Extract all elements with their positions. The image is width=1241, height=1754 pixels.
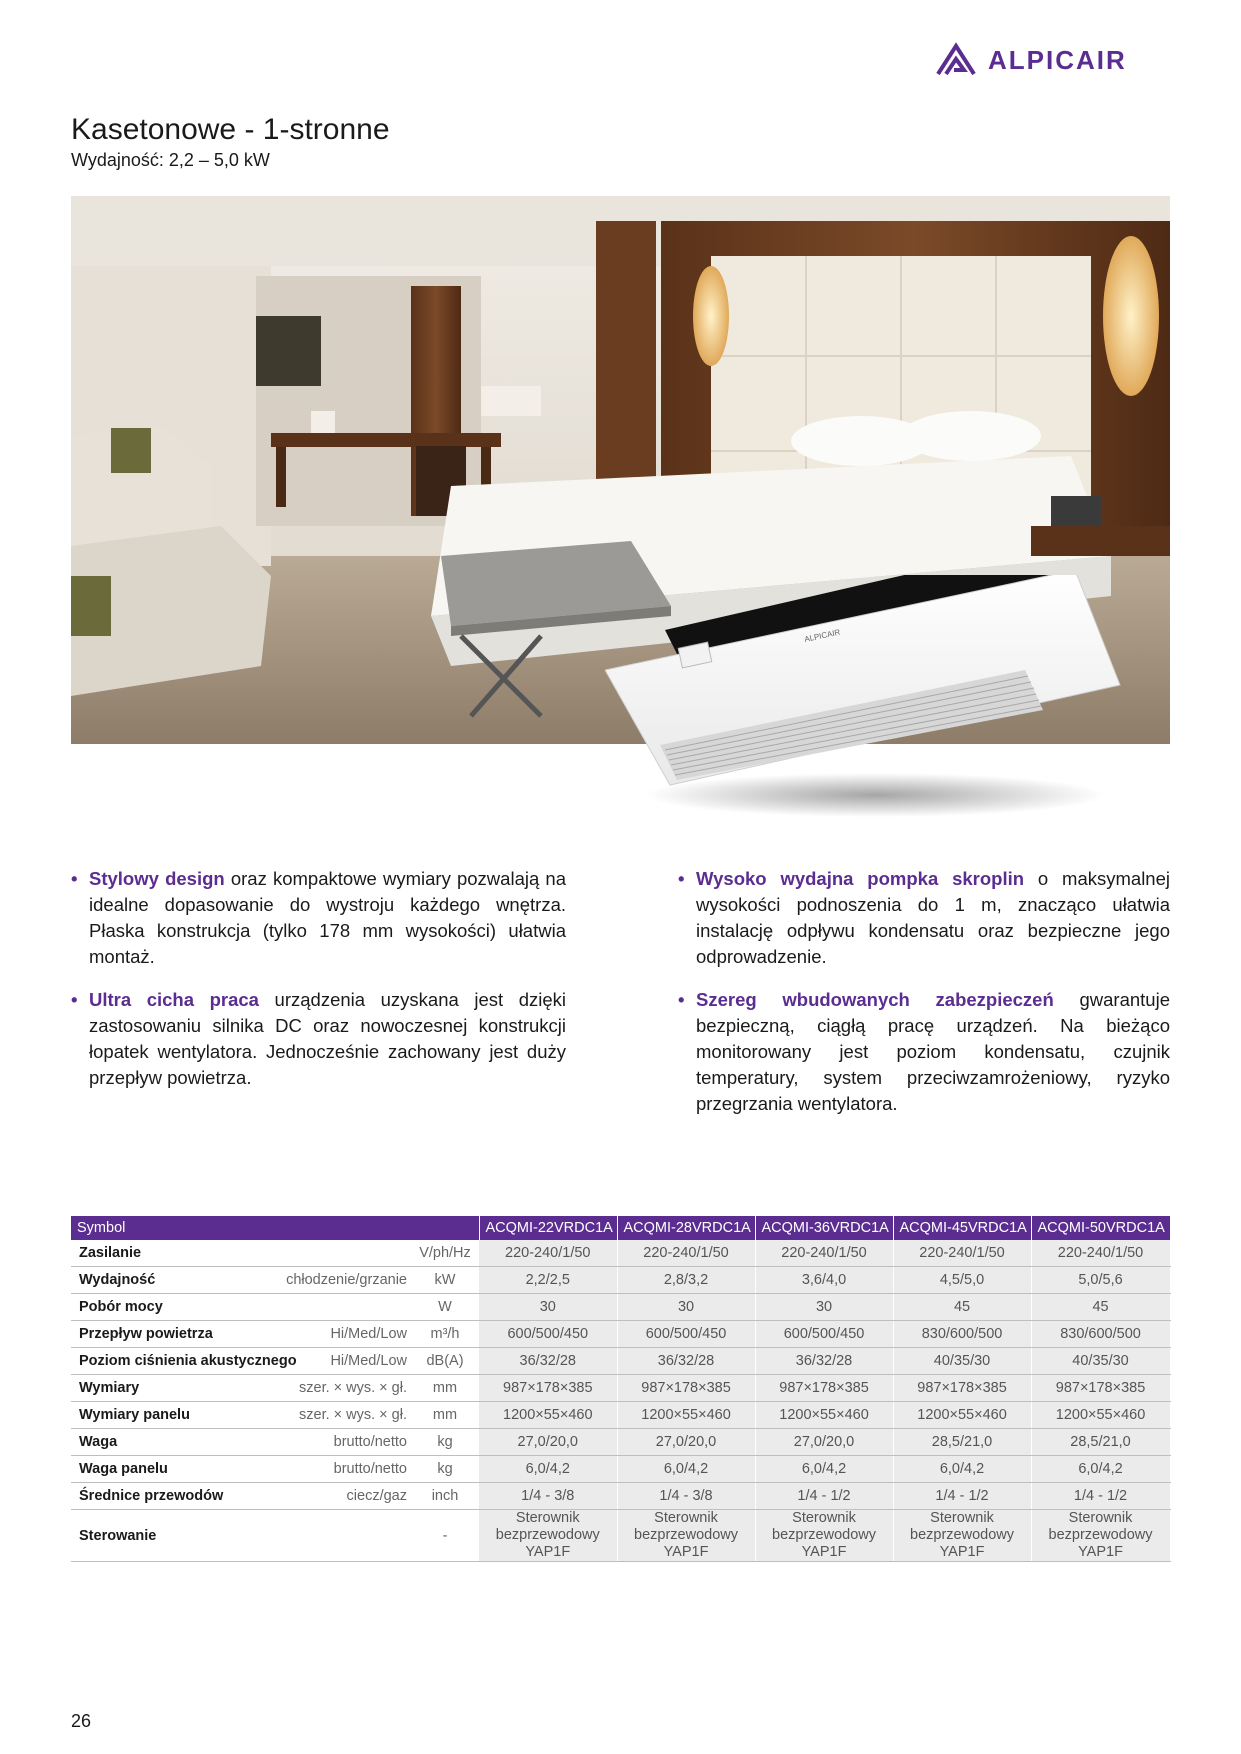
table-row bbox=[71, 1456, 1170, 1483]
row-unit: kg bbox=[411, 1456, 479, 1483]
table-cell: 30 bbox=[755, 1294, 893, 1321]
table-cell: Sterownik bezprzewodowy YAP1F bbox=[479, 1510, 617, 1562]
table-cell: 30 bbox=[479, 1294, 617, 1321]
table-cell: 220-240/1/50 bbox=[1031, 1240, 1170, 1267]
table-cell: 2,8/3,2 bbox=[617, 1267, 755, 1294]
feature-item: • Ultra cicha praca urządzenia uzyskana jest dzięki zastosowaniu silnika DC oraz nowoczesnej konstrukcji łopatek wentylatora. Jednocześnie zachowany jest duży przepływ powietrza. bbox=[71, 987, 566, 1091]
table-header-row bbox=[71, 1216, 1170, 1240]
table-cell: 28,5/21,0 bbox=[1031, 1429, 1170, 1456]
table-cell: 830/600/500 bbox=[893, 1321, 1031, 1348]
table-cell: 6,0/4,2 bbox=[617, 1456, 755, 1483]
table-cell: 36/32/28 bbox=[755, 1348, 893, 1375]
table-cell: 1/4 - 1/2 bbox=[755, 1483, 893, 1510]
table-cell: 27,0/20,0 bbox=[479, 1429, 617, 1456]
row-condition bbox=[276, 1294, 411, 1321]
row-condition: ciecz/gaz bbox=[276, 1483, 411, 1510]
table-row bbox=[71, 1510, 1170, 1562]
table-cell: Sterownik bezprzewodowy YAP1F bbox=[1031, 1510, 1170, 1562]
model-header: ACQMI-22VRDC1A bbox=[479, 1216, 617, 1240]
table-cell: 1/4 - 1/2 bbox=[1031, 1483, 1170, 1510]
table-cell: 1200×55×460 bbox=[1031, 1402, 1170, 1429]
row-condition: szer. × wys. × gł. bbox=[276, 1402, 411, 1429]
feature-item: • Wysoko wydajna pompka skroplin o maksymalnej wysokości podnoszenia do 1 m, znacząco ułatwia instalację odpływu kondensatu oraz bezpieczne jego odprowadzenie. bbox=[678, 866, 1170, 970]
row-condition: chłodzenie/grzanie bbox=[276, 1267, 411, 1294]
model-header: ACQMI-28VRDC1A bbox=[617, 1216, 755, 1240]
feature-item: • Stylowy design oraz kompaktowe wymiary pozwalają na idealne dopasowanie do wystroju każdego wnętrza. Płaska konstrukcja (tylko 178 mm wysokości) ułatwia montaż. bbox=[71, 866, 566, 970]
row-unit: mm bbox=[411, 1375, 479, 1402]
table-cell: Sterownik bezprzewodowy YAP1F bbox=[617, 1510, 755, 1562]
cassette-unit-image bbox=[605, 575, 1135, 825]
row-condition bbox=[276, 1240, 411, 1267]
row-condition: Hi/Med/Low bbox=[276, 1321, 411, 1348]
row-unit: dB(A) bbox=[411, 1348, 479, 1375]
table-cell: 987×178×385 bbox=[893, 1375, 1031, 1402]
table-cell: 220-240/1/50 bbox=[893, 1240, 1031, 1267]
row-unit: mm bbox=[411, 1402, 479, 1429]
row-label: Wydajność bbox=[71, 1267, 276, 1294]
table-cell: 45 bbox=[1031, 1294, 1170, 1321]
row-label: Średnice przewodów bbox=[71, 1483, 276, 1510]
table-cell: 600/500/450 bbox=[479, 1321, 617, 1348]
table-cell: 987×178×385 bbox=[755, 1375, 893, 1402]
table-cell: 1200×55×460 bbox=[479, 1402, 617, 1429]
table-cell: 1200×55×460 bbox=[893, 1402, 1031, 1429]
table-cell: 987×178×385 bbox=[479, 1375, 617, 1402]
spec-table bbox=[71, 1216, 1171, 1562]
table-row bbox=[71, 1429, 1170, 1456]
row-unit: kW bbox=[411, 1267, 479, 1294]
row-unit: V/ph/Hz bbox=[411, 1240, 479, 1267]
table-cell: 987×178×385 bbox=[1031, 1375, 1170, 1402]
table-row bbox=[71, 1348, 1170, 1375]
table-cell: 1200×55×460 bbox=[617, 1402, 755, 1429]
row-label: Waga panelu bbox=[71, 1456, 276, 1483]
table-row bbox=[71, 1375, 1170, 1402]
table-row bbox=[71, 1294, 1170, 1321]
row-condition: szer. × wys. × gł. bbox=[276, 1375, 411, 1402]
page-subtitle: Wydajność: 2,2 – 5,0 kW bbox=[71, 150, 270, 170]
table-cell: 30 bbox=[617, 1294, 755, 1321]
table-cell: 2,2/2,5 bbox=[479, 1267, 617, 1294]
table-cell: 1200×55×460 bbox=[755, 1402, 893, 1429]
alpicair-logo-icon bbox=[934, 40, 978, 80]
table-cell: 27,0/20,0 bbox=[755, 1429, 893, 1456]
row-label: Przepływ powietrza bbox=[71, 1321, 276, 1348]
row-label: Zasilanie bbox=[71, 1240, 276, 1267]
table-cell: 45 bbox=[893, 1294, 1031, 1321]
feature-item: • Szereg wbudowanych zabezpieczeń gwarantuje bezpieczną, ciągłą pracę urządzeń. Na bieżąco monitorowany jest poziom kondensatu, czujnik temperatury, system przeciwzamrożeniowy, ryzyko przegrzania wentylatora. bbox=[678, 987, 1170, 1117]
table-cell: 27,0/20,0 bbox=[617, 1429, 755, 1456]
row-condition: brutto/netto bbox=[276, 1429, 411, 1456]
features-right bbox=[678, 866, 1170, 1134]
table-row bbox=[71, 1240, 1170, 1267]
table-cell: 40/35/30 bbox=[893, 1348, 1031, 1375]
symbol-header: Symbol bbox=[71, 1216, 479, 1240]
table-cell: 4,5/5,0 bbox=[893, 1267, 1031, 1294]
row-label: Wymiary bbox=[71, 1375, 276, 1402]
row-condition: brutto/netto bbox=[276, 1456, 411, 1483]
table-cell: 6,0/4,2 bbox=[479, 1456, 617, 1483]
table-cell: 6,0/4,2 bbox=[1031, 1456, 1170, 1483]
table-cell: 220-240/1/50 bbox=[755, 1240, 893, 1267]
table-cell: 220-240/1/50 bbox=[617, 1240, 755, 1267]
page-number: 26 bbox=[71, 1711, 92, 1731]
row-unit: inch bbox=[411, 1483, 479, 1510]
table-row bbox=[71, 1321, 1170, 1348]
model-header: ACQMI-50VRDC1A bbox=[1031, 1216, 1170, 1240]
table-cell: 36/32/28 bbox=[617, 1348, 755, 1375]
table-cell: 830/600/500 bbox=[1031, 1321, 1170, 1348]
table-cell: 600/500/450 bbox=[755, 1321, 893, 1348]
row-unit: kg bbox=[411, 1429, 479, 1456]
table-cell: 600/500/450 bbox=[617, 1321, 755, 1348]
unit-brand-label: ALPICAIR bbox=[803, 627, 842, 644]
row-label: Poziom ciśnienia akustycznego bbox=[71, 1348, 276, 1375]
table-cell: Sterownik bezprzewodowy YAP1F bbox=[893, 1510, 1031, 1562]
table-cell: 3,6/4,0 bbox=[755, 1267, 893, 1294]
row-label: Waga bbox=[71, 1429, 276, 1456]
row-label: Wymiary panelu bbox=[71, 1402, 276, 1429]
table-cell: 220-240/1/50 bbox=[479, 1240, 617, 1267]
table-cell: 1/4 - 3/8 bbox=[617, 1483, 755, 1510]
page-title: Kasetonowe - 1-stronne bbox=[71, 113, 390, 146]
table-cell: 36/32/28 bbox=[479, 1348, 617, 1375]
table-cell: 40/35/30 bbox=[1031, 1348, 1170, 1375]
model-header: ACQMI-45VRDC1A bbox=[893, 1216, 1031, 1240]
row-label: Sterowanie bbox=[71, 1510, 276, 1562]
table-cell: 987×178×385 bbox=[617, 1375, 755, 1402]
cassette-unit-illustration bbox=[605, 575, 1135, 825]
brand-name: ALPICAIR bbox=[988, 44, 1127, 75]
row-condition: Hi/Med/Low bbox=[276, 1348, 411, 1375]
table-cell: 6,0/4,2 bbox=[755, 1456, 893, 1483]
table-cell: 1/4 - 1/2 bbox=[893, 1483, 1031, 1510]
table-cell: Sterownik bezprzewodowy YAP1F bbox=[755, 1510, 893, 1562]
row-condition bbox=[276, 1510, 411, 1562]
table-row bbox=[71, 1483, 1170, 1510]
row-unit: m³/h bbox=[411, 1321, 479, 1348]
table-cell: 28,5/21,0 bbox=[893, 1429, 1031, 1456]
brand-logo bbox=[934, 40, 1174, 80]
table-cell: 1/4 - 3/8 bbox=[479, 1483, 617, 1510]
table-row bbox=[71, 1267, 1170, 1294]
table-row bbox=[71, 1402, 1170, 1429]
row-label: Pobór mocy bbox=[71, 1294, 276, 1321]
model-header: ACQMI-36VRDC1A bbox=[755, 1216, 893, 1240]
table-cell: 5,0/5,6 bbox=[1031, 1267, 1170, 1294]
row-unit: - bbox=[411, 1510, 479, 1562]
features-left bbox=[71, 866, 566, 1108]
table-cell: 6,0/4,2 bbox=[893, 1456, 1031, 1483]
row-unit: W bbox=[411, 1294, 479, 1321]
